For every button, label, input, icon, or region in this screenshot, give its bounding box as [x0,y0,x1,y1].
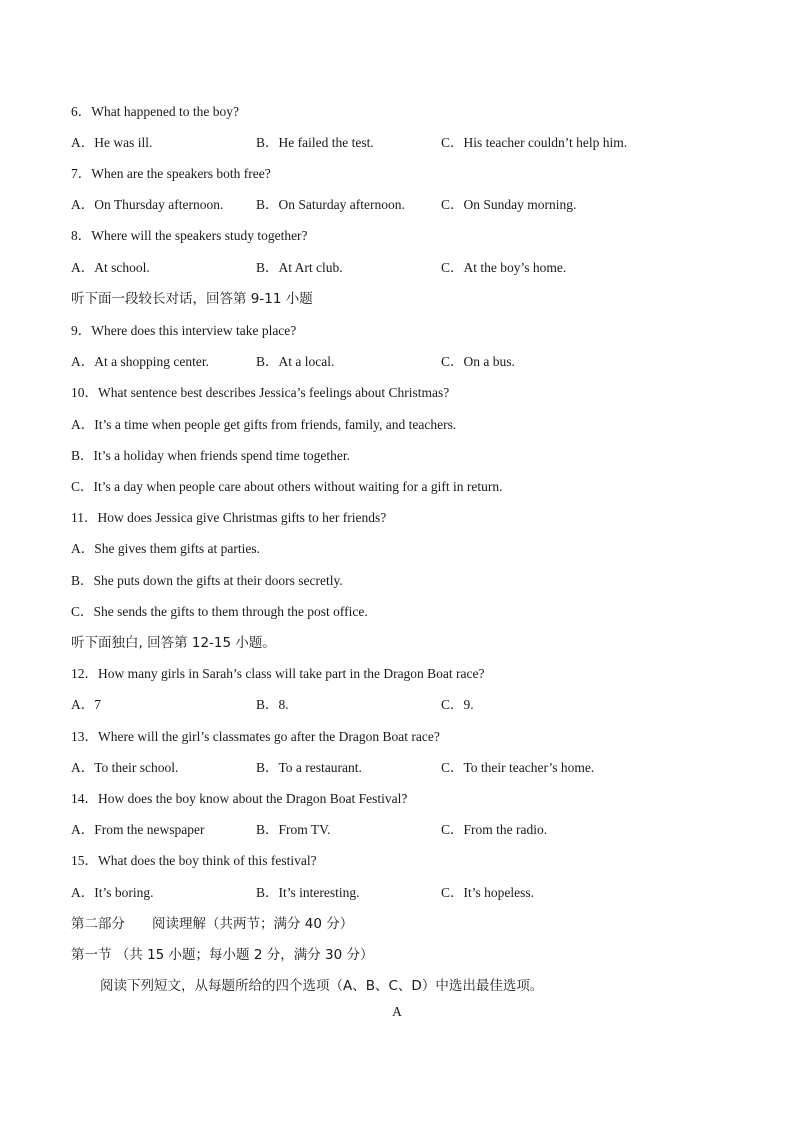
question-8-option-a: A．At school. [71,260,150,275]
question-6-option-a: A．He was ill. [71,135,153,150]
question-8-option-c: C．At the boy’s home. [441,260,567,275]
question-6-stem: 6．What happened to the boy? [71,104,239,119]
question-13-option-a: A．To their school. [71,760,179,775]
question-14-option-b: B．From TV. [256,822,331,837]
question-8-option-b: B．At Art club. [256,260,343,275]
question-9-option-c: C．On a bus. [441,354,515,369]
question-10-option-c: C．It’s a day when people care about others without waiting for a gift in return. [71,479,503,494]
question-10-stem: 10．What sentence best describes Jessica’s feelings about Christmas? [71,385,450,400]
question-12-option-a: A．7 [71,697,101,712]
question-12-option-b: B．8. [256,697,289,712]
question-13-option-b: B．To a restaurant. [256,760,362,775]
question-14-option-c: C．From the radio. [441,822,548,837]
question-7-stem: 7．When are the speakers both free? [71,166,271,181]
monologue-instruction: 听下面独白, 回答第 12-15 小题。 [71,635,276,651]
part-two-heading: 第二部分 阅读理解（共两节；满分 40 分） [71,916,354,932]
question-13-option-c: C．To their teacher’s home. [441,760,595,775]
question-7-option-a: A．On Thursday afternoon. [71,197,224,212]
question-15-option-c: C．It’s hopeless. [441,885,534,900]
question-15-stem: 15．What does the boy think of this festival? [71,853,317,868]
question-10-option-a: A．It’s a time when people get gifts from friends, family, and teachers. [71,417,457,432]
long-dialogue-instruction: 听下面一段较长对话，回答第 9-11 小题 [71,291,313,307]
question-9-option-b: B．At a local. [256,354,335,369]
question-12-option-c: C．9. [441,697,474,712]
question-9-stem: 9．Where does this interview take place? [71,323,297,338]
question-11-stem: 11．How does Jessica give Christmas gifts to her friends? [71,510,387,525]
question-9-option-a: A．At a shopping center. [71,354,209,369]
question-14-option-a: A．From the newspaper [71,822,205,837]
question-6-option-b: B．He failed the test. [256,135,374,150]
question-7-option-c: C．On Sunday morning. [441,197,577,212]
question-15-option-b: B．It’s interesting. [256,885,360,900]
section-one-heading: 第一节 （共 15 小题；每小题 2 分，满分 30 分） [71,947,374,963]
reading-direction: 阅读下列短文，从每题所给的四个选项（A、B、C、D）中选出最佳选项。 [100,978,544,994]
question-11-option-a: A．She gives them gifts at parties. [71,541,260,556]
question-11-option-c: C．She sends the gifts to them through the post office. [71,604,368,619]
question-15-option-a: A．It’s boring. [71,885,154,900]
question-11-option-b: B．She puts down the gifts at their doors secretly. [71,573,343,588]
question-10-option-b: B．It’s a holiday when friends spend time together. [71,448,350,463]
passage-label: A [392,1004,402,1019]
question-14-stem: 14．How does the boy know about the Dragon Boat Festival? [71,791,408,806]
question-13-stem: 13．Where will the girl’s classmates go after the Dragon Boat race? [71,729,440,744]
question-8-stem: 8．Where will the speakers study together? [71,228,308,243]
question-7-option-b: B．On Saturday afternoon. [256,197,405,212]
question-6-option-c: C．His teacher couldn’t help him. [441,135,628,150]
question-12-stem: 12．How many girls in Sarah’s class will take part in the Dragon Boat race? [71,666,485,681]
